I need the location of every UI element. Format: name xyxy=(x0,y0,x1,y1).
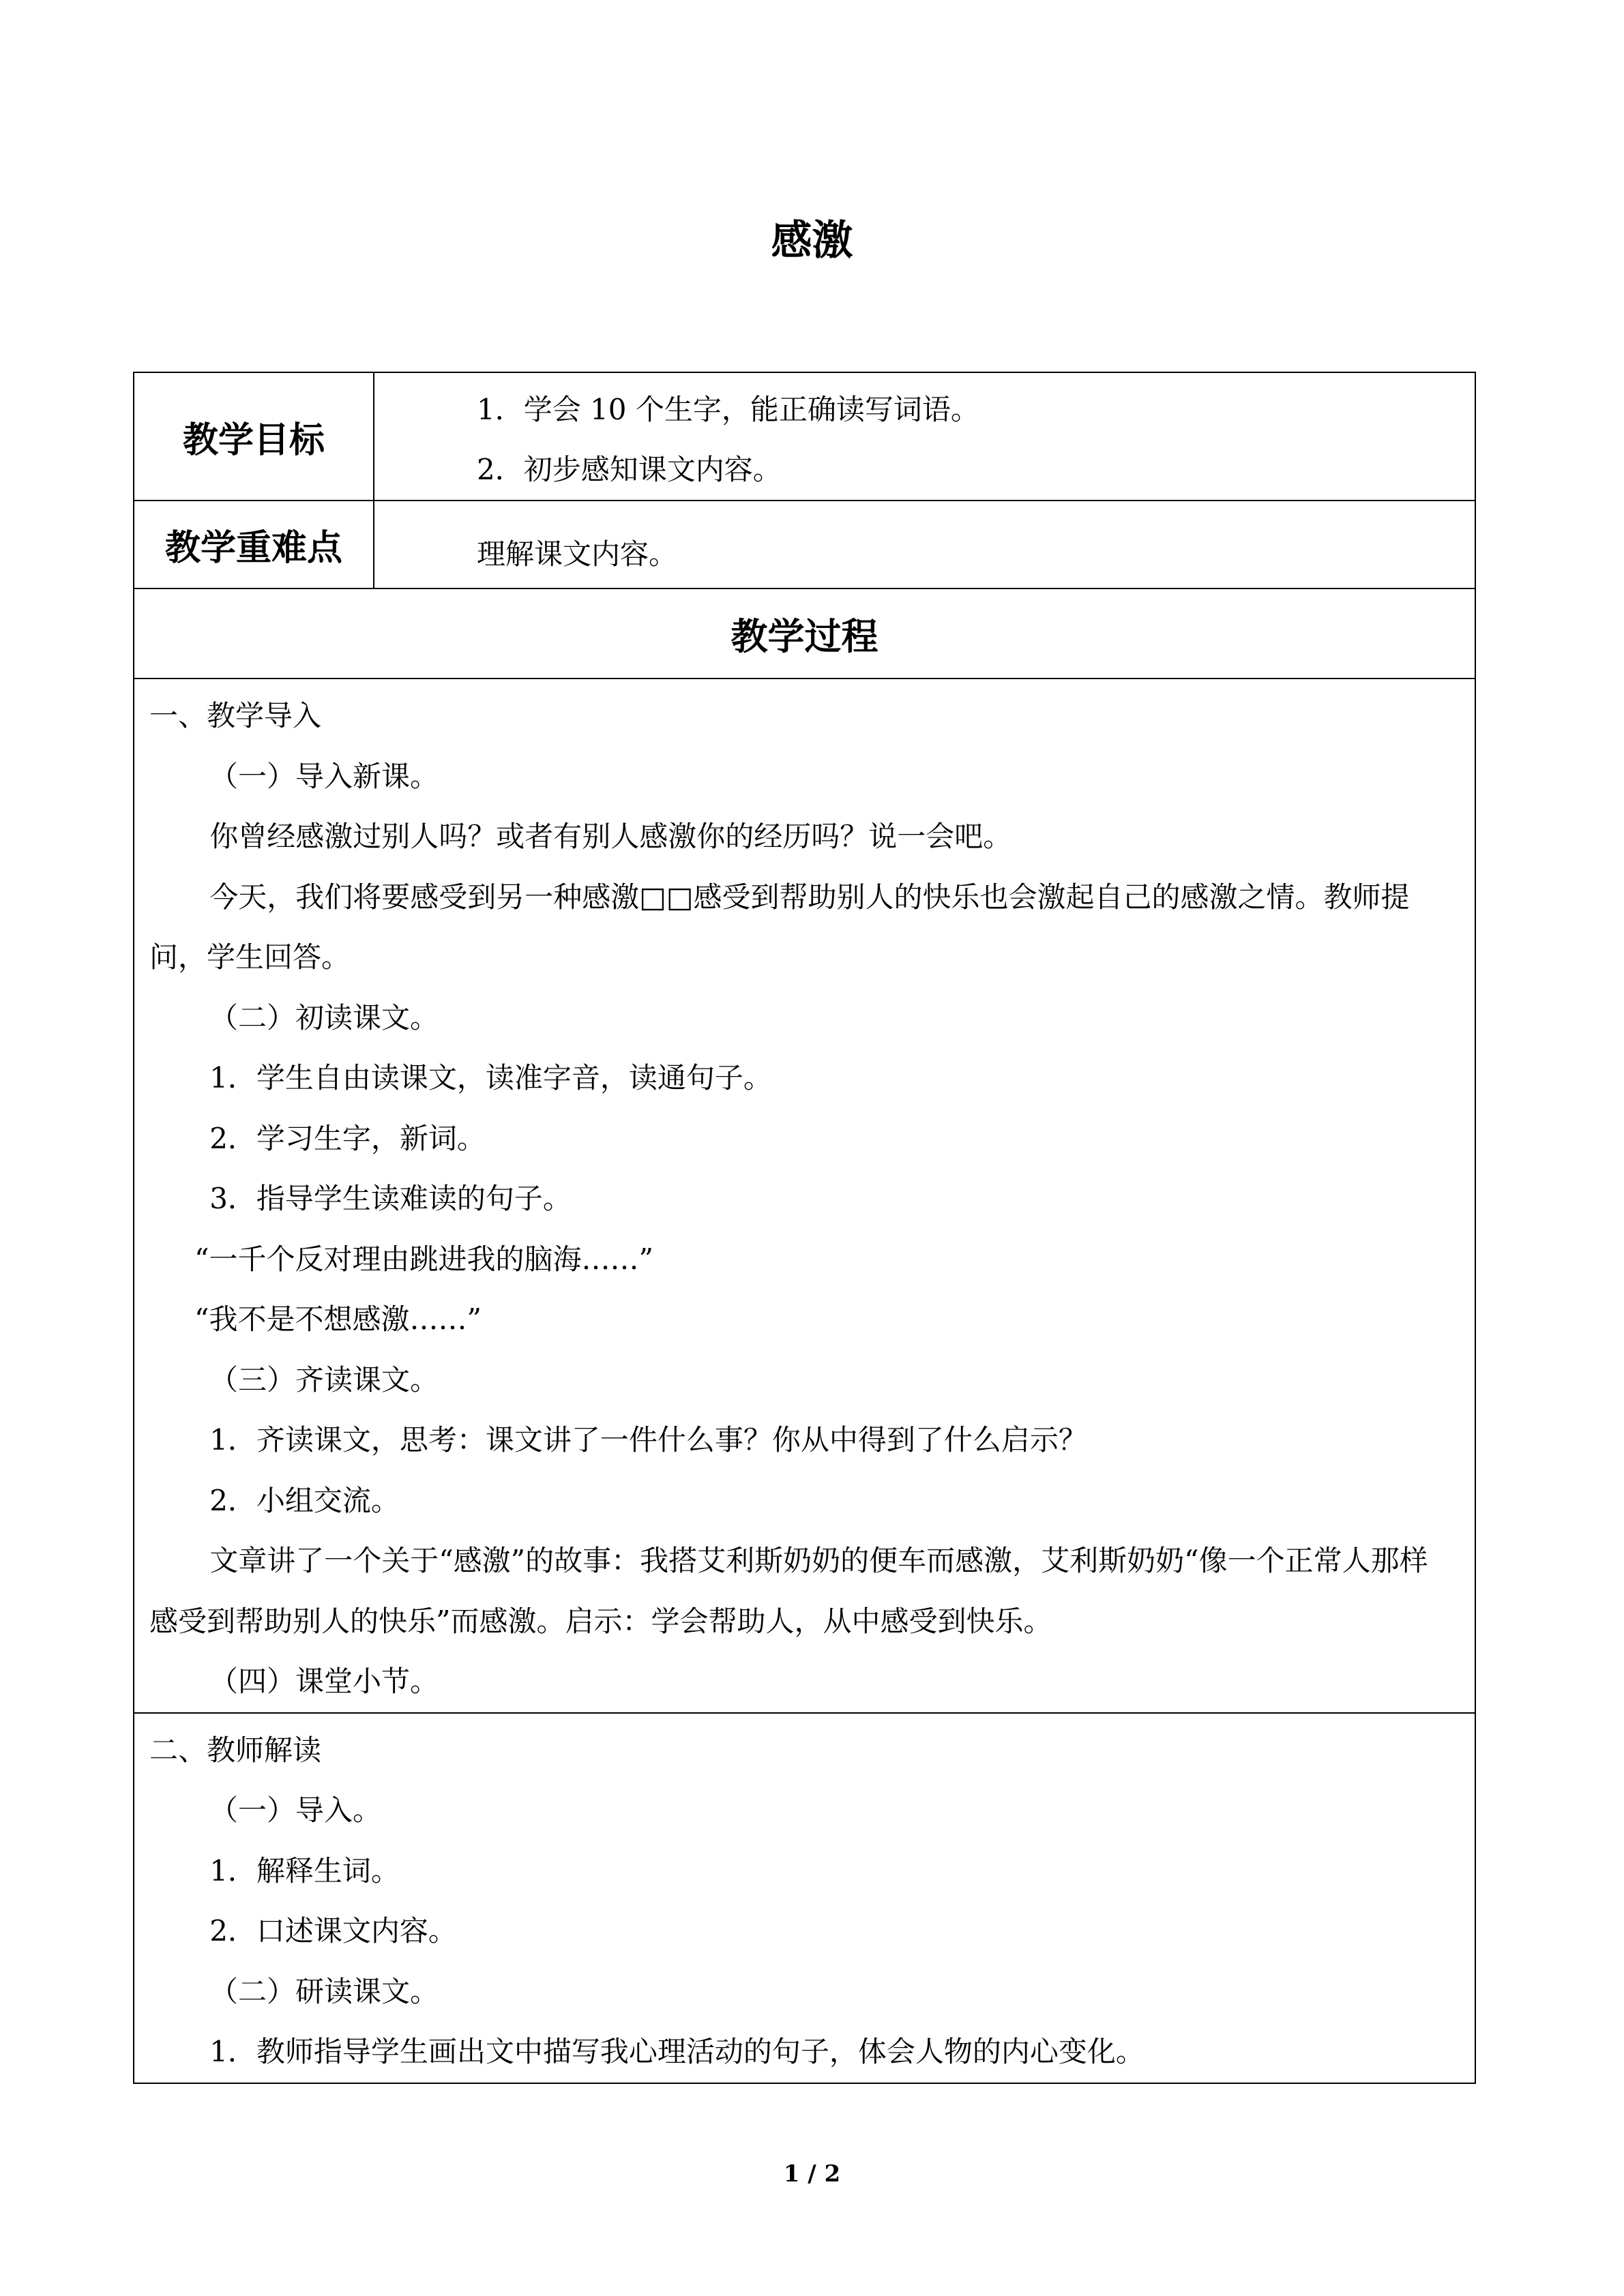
section2-row xyxy=(134,1713,1475,2083)
list-item: 3．指导学生读难读的句子。 xyxy=(209,1182,572,1215)
difficulty-content: 理解课文内容。 xyxy=(374,501,1475,588)
paragraph: 文章讲了一个关于“感激”的故事：我搭艾利斯奶奶的便车而感激，艾利斯奶奶“像一个正常人那样感受到帮助别人的快乐”而感激。启示：学会帮助人，从中感受到快乐。 xyxy=(149,1544,1428,1638)
section-heading: 一、教学导入 xyxy=(149,699,322,732)
list-item: 1．教师指导学生画出文中描写我心理活动的句子，体会人物的内心变化。 xyxy=(209,2035,1145,2068)
quote: “我不是不想感激……” xyxy=(194,1302,482,1336)
subsection-heading: （二）初读课文。 xyxy=(209,1000,439,1034)
difficulty-label: 教学重难点 xyxy=(134,501,374,588)
goal-item: 2．初步感知课文内容。 xyxy=(477,453,782,486)
list-item: 2．口述课文内容。 xyxy=(209,1914,457,1948)
list-item: 1．解释生词。 xyxy=(209,1853,400,1888)
section-teacher-reading xyxy=(134,1713,1475,2083)
list-item: 2．小组交流。 xyxy=(209,1483,400,1517)
list-item: 1．学生自由读课文，读准字音，读通句子。 xyxy=(209,1061,772,1094)
subsection-heading: （一）导入新课。 xyxy=(209,759,439,793)
section-heading: 二、教师解读 xyxy=(149,1733,322,1767)
process-heading-row xyxy=(134,588,1475,679)
list-item: 2．学习生字，新词。 xyxy=(209,1121,486,1155)
subsection-heading: （二）研读课文。 xyxy=(209,1974,439,2008)
process-heading: 教学过程 xyxy=(134,588,1475,679)
section1-row xyxy=(134,679,1475,1713)
goals-label: 教学目标 xyxy=(134,372,374,501)
paragraph: 今天，我们将要感受到另一种感激□□感受到帮助别人的快乐也会激起自己的感激之情。教师提问，学生回答。 xyxy=(149,880,1410,974)
list-item: 1．齐读课文，思考：课文讲了一件什么事？你从中得到了什么启示？ xyxy=(209,1423,1087,1457)
difficulty-row xyxy=(134,501,1475,588)
goals-row xyxy=(134,372,1475,501)
goal-item: 1．学会 10 个生字，能正确读写词语。 xyxy=(477,393,979,426)
lesson-plan-table xyxy=(133,372,1476,2084)
subsection-heading: （一）导入。 xyxy=(209,1793,382,1827)
section-teaching-intro xyxy=(134,679,1475,1713)
paragraph: 你曾经感激过别人吗？或者有别人感激你的经历吗？说一会吧。 xyxy=(209,820,1012,853)
goals-content xyxy=(374,372,1475,501)
page-title: 感激 xyxy=(771,217,853,265)
page-number: 1 / 2 xyxy=(783,2160,841,2188)
subsection-heading: （三）齐读课文。 xyxy=(209,1362,439,1397)
quote: “一千个反对理由跳进我的脑海……” xyxy=(194,1242,653,1276)
subsection-heading: （四）课堂小节。 xyxy=(209,1665,439,1698)
